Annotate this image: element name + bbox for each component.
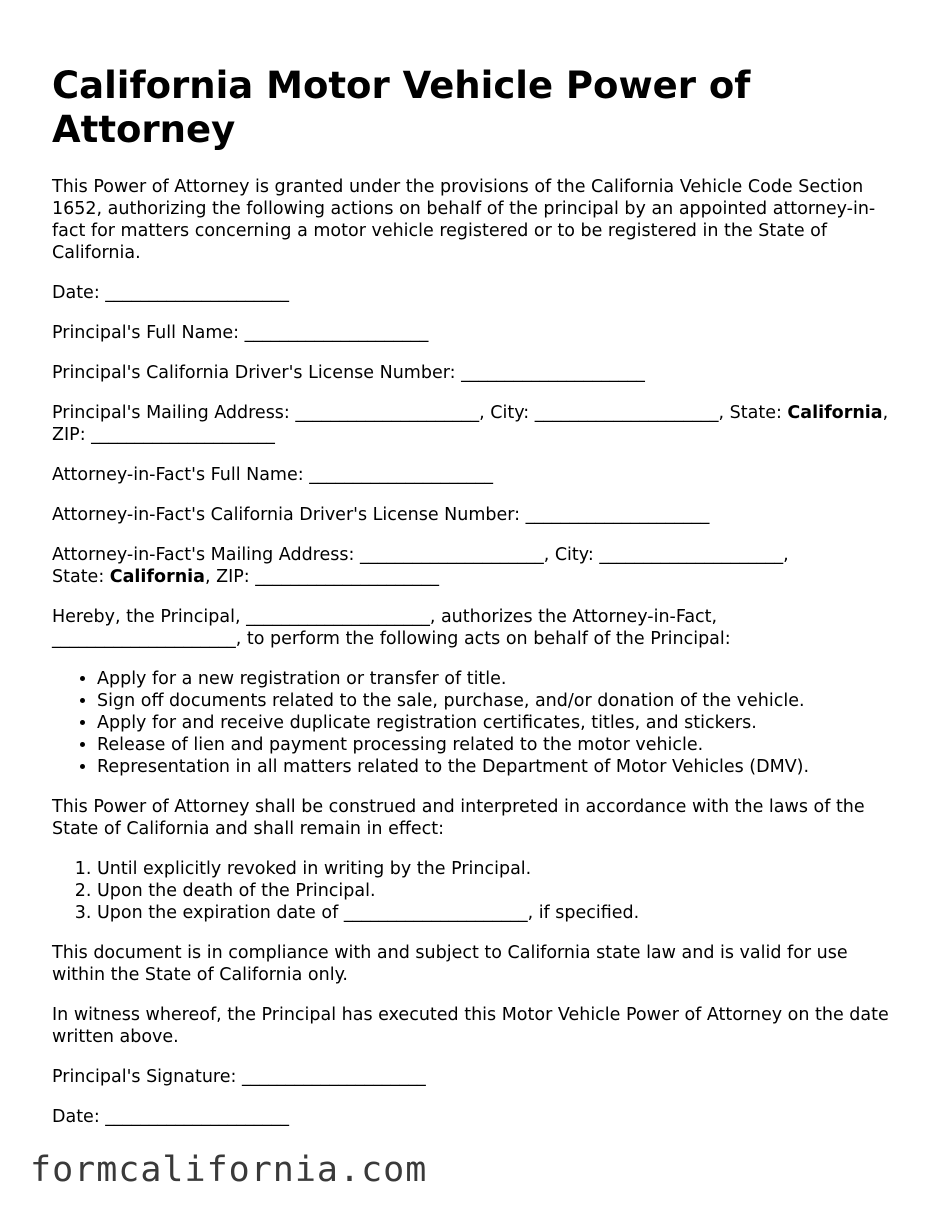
- principal-state-value: California: [787, 403, 883, 423]
- principal-address-field: [52, 402, 892, 446]
- authorization-attorney-blank: _____________________: [52, 629, 236, 649]
- principal-zip-blank: _____________________: [91, 425, 275, 445]
- attorney-state-value: California: [109, 567, 205, 587]
- witness-paragraph: In witness whereof, the Principal has executed this Motor Vehicle Power of Attorney on the date written above.: [52, 1005, 889, 1047]
- signature-date-blank: _____________________: [105, 1107, 290, 1127]
- principal-name-field: [52, 322, 892, 344]
- attorney-state-label: State:: [52, 567, 110, 587]
- attorney-zip-blank: _____________________: [255, 567, 440, 587]
- watermark: formcalifornia.com: [30, 1150, 428, 1190]
- attorney-license-label: Attorney-in-Fact's California Driver's License Number:: [52, 505, 526, 525]
- attorney-address-field: [52, 544, 892, 588]
- principal-address-blank: _____________________: [295, 403, 480, 423]
- signature-label: Principal's Signature:: [52, 1067, 242, 1087]
- list-item: [97, 902, 892, 924]
- attorney-city-blank: _____________________: [599, 545, 784, 565]
- attorney-name-field: [52, 464, 892, 486]
- attorney-city-comma: ,: [783, 545, 789, 565]
- principal-license-blank: _____________________: [461, 363, 645, 383]
- attorney-license-blank: _____________________: [525, 505, 710, 525]
- document-title: California Motor Vehicle Power of Attorney: [52, 64, 751, 151]
- principal-name-label: Principal's Full Name:: [52, 323, 245, 343]
- expiration-blank: _____________________: [343, 903, 528, 923]
- date-blank: _____________________: [105, 283, 290, 303]
- date-field: [52, 282, 892, 304]
- duration-list: [52, 858, 892, 924]
- attorney-city-label: , City:: [543, 545, 600, 565]
- authorization-text-1: Hereby, the Principal,: [52, 607, 247, 627]
- principal-state-label: , State:: [718, 403, 788, 423]
- principal-city-label: , City:: [479, 403, 535, 423]
- principal-zip-label: , ZIP:: [52, 403, 889, 445]
- principal-city-blank: _____________________: [534, 403, 719, 423]
- attorney-name-label: Attorney-in-Fact's Full Name:: [52, 465, 310, 485]
- signature-field: [52, 1066, 892, 1088]
- authorized-acts-list: [52, 668, 892, 778]
- list-item: • Apply for and receive duplicate registration certificates, titles, and stickers.: [97, 712, 892, 734]
- attorney-address-blank: _____________________: [359, 545, 544, 565]
- signature-date-label: Date:: [52, 1107, 106, 1127]
- list-item: • Release of lien and payment processing related to the motor vehicle.: [97, 734, 892, 756]
- expiration-suffix: , if specified.: [527, 903, 640, 923]
- expiration-text: Upon the expiration date of: [97, 903, 344, 923]
- authorization-text-2: , authorizes the Attorney-in-Fact,: [429, 607, 718, 627]
- list-item: 1. Until explicitly revoked in writing by the Principal.: [97, 858, 892, 880]
- date-label: Date:: [52, 283, 106, 303]
- attorney-license-field: [52, 504, 892, 526]
- authorization-paragraph: [52, 606, 892, 650]
- attorney-zip-label: , ZIP:: [204, 567, 256, 587]
- authorization-principal-blank: _____________________: [246, 607, 430, 627]
- list-item: • Sign off documents related to the sale, purchase, and/or donation of the vehicle.: [97, 690, 892, 712]
- list-item: 2. Upon the death of the Principal.: [97, 880, 892, 902]
- authorization-text-3: , to perform the following acts on behalf of the Principal:: [235, 629, 731, 649]
- attorney-address-label: Attorney-in-Fact's Mailing Address:: [52, 545, 360, 565]
- signature-date-field: [52, 1106, 892, 1128]
- document-body: [52, 64, 892, 1146]
- list-item: • Apply for a new registration or transfer of title.: [97, 668, 892, 690]
- principal-address-label: Principal's Mailing Address:: [52, 403, 296, 423]
- principal-license-label: Principal's California Driver's License Number:: [52, 363, 462, 383]
- signature-blank: _____________________: [241, 1067, 426, 1087]
- principal-name-blank: _____________________: [244, 323, 429, 343]
- compliance-paragraph: This document is in compliance with and subject to California state law and is valid for use within the State of California only.: [52, 943, 848, 985]
- list-item: • Representation in all matters related to the Department of Motor Vehicles (DMV).: [97, 756, 892, 778]
- intro-paragraph: This Power of Attorney is granted under the provisions of the California Vehicle Code Section 1652, authorizing the following actions on behalf of the principal by an appointed attorney-in-fact for matters concerning a motor vehicle registered or to be registered in the State of California.: [52, 177, 876, 263]
- construed-paragraph: This Power of Attorney shall be construed and interpreted in accordance with the laws of the State of California and shall remain in effect:: [52, 797, 865, 839]
- principal-license-field: [52, 362, 892, 384]
- attorney-name-blank: _____________________: [309, 465, 493, 485]
